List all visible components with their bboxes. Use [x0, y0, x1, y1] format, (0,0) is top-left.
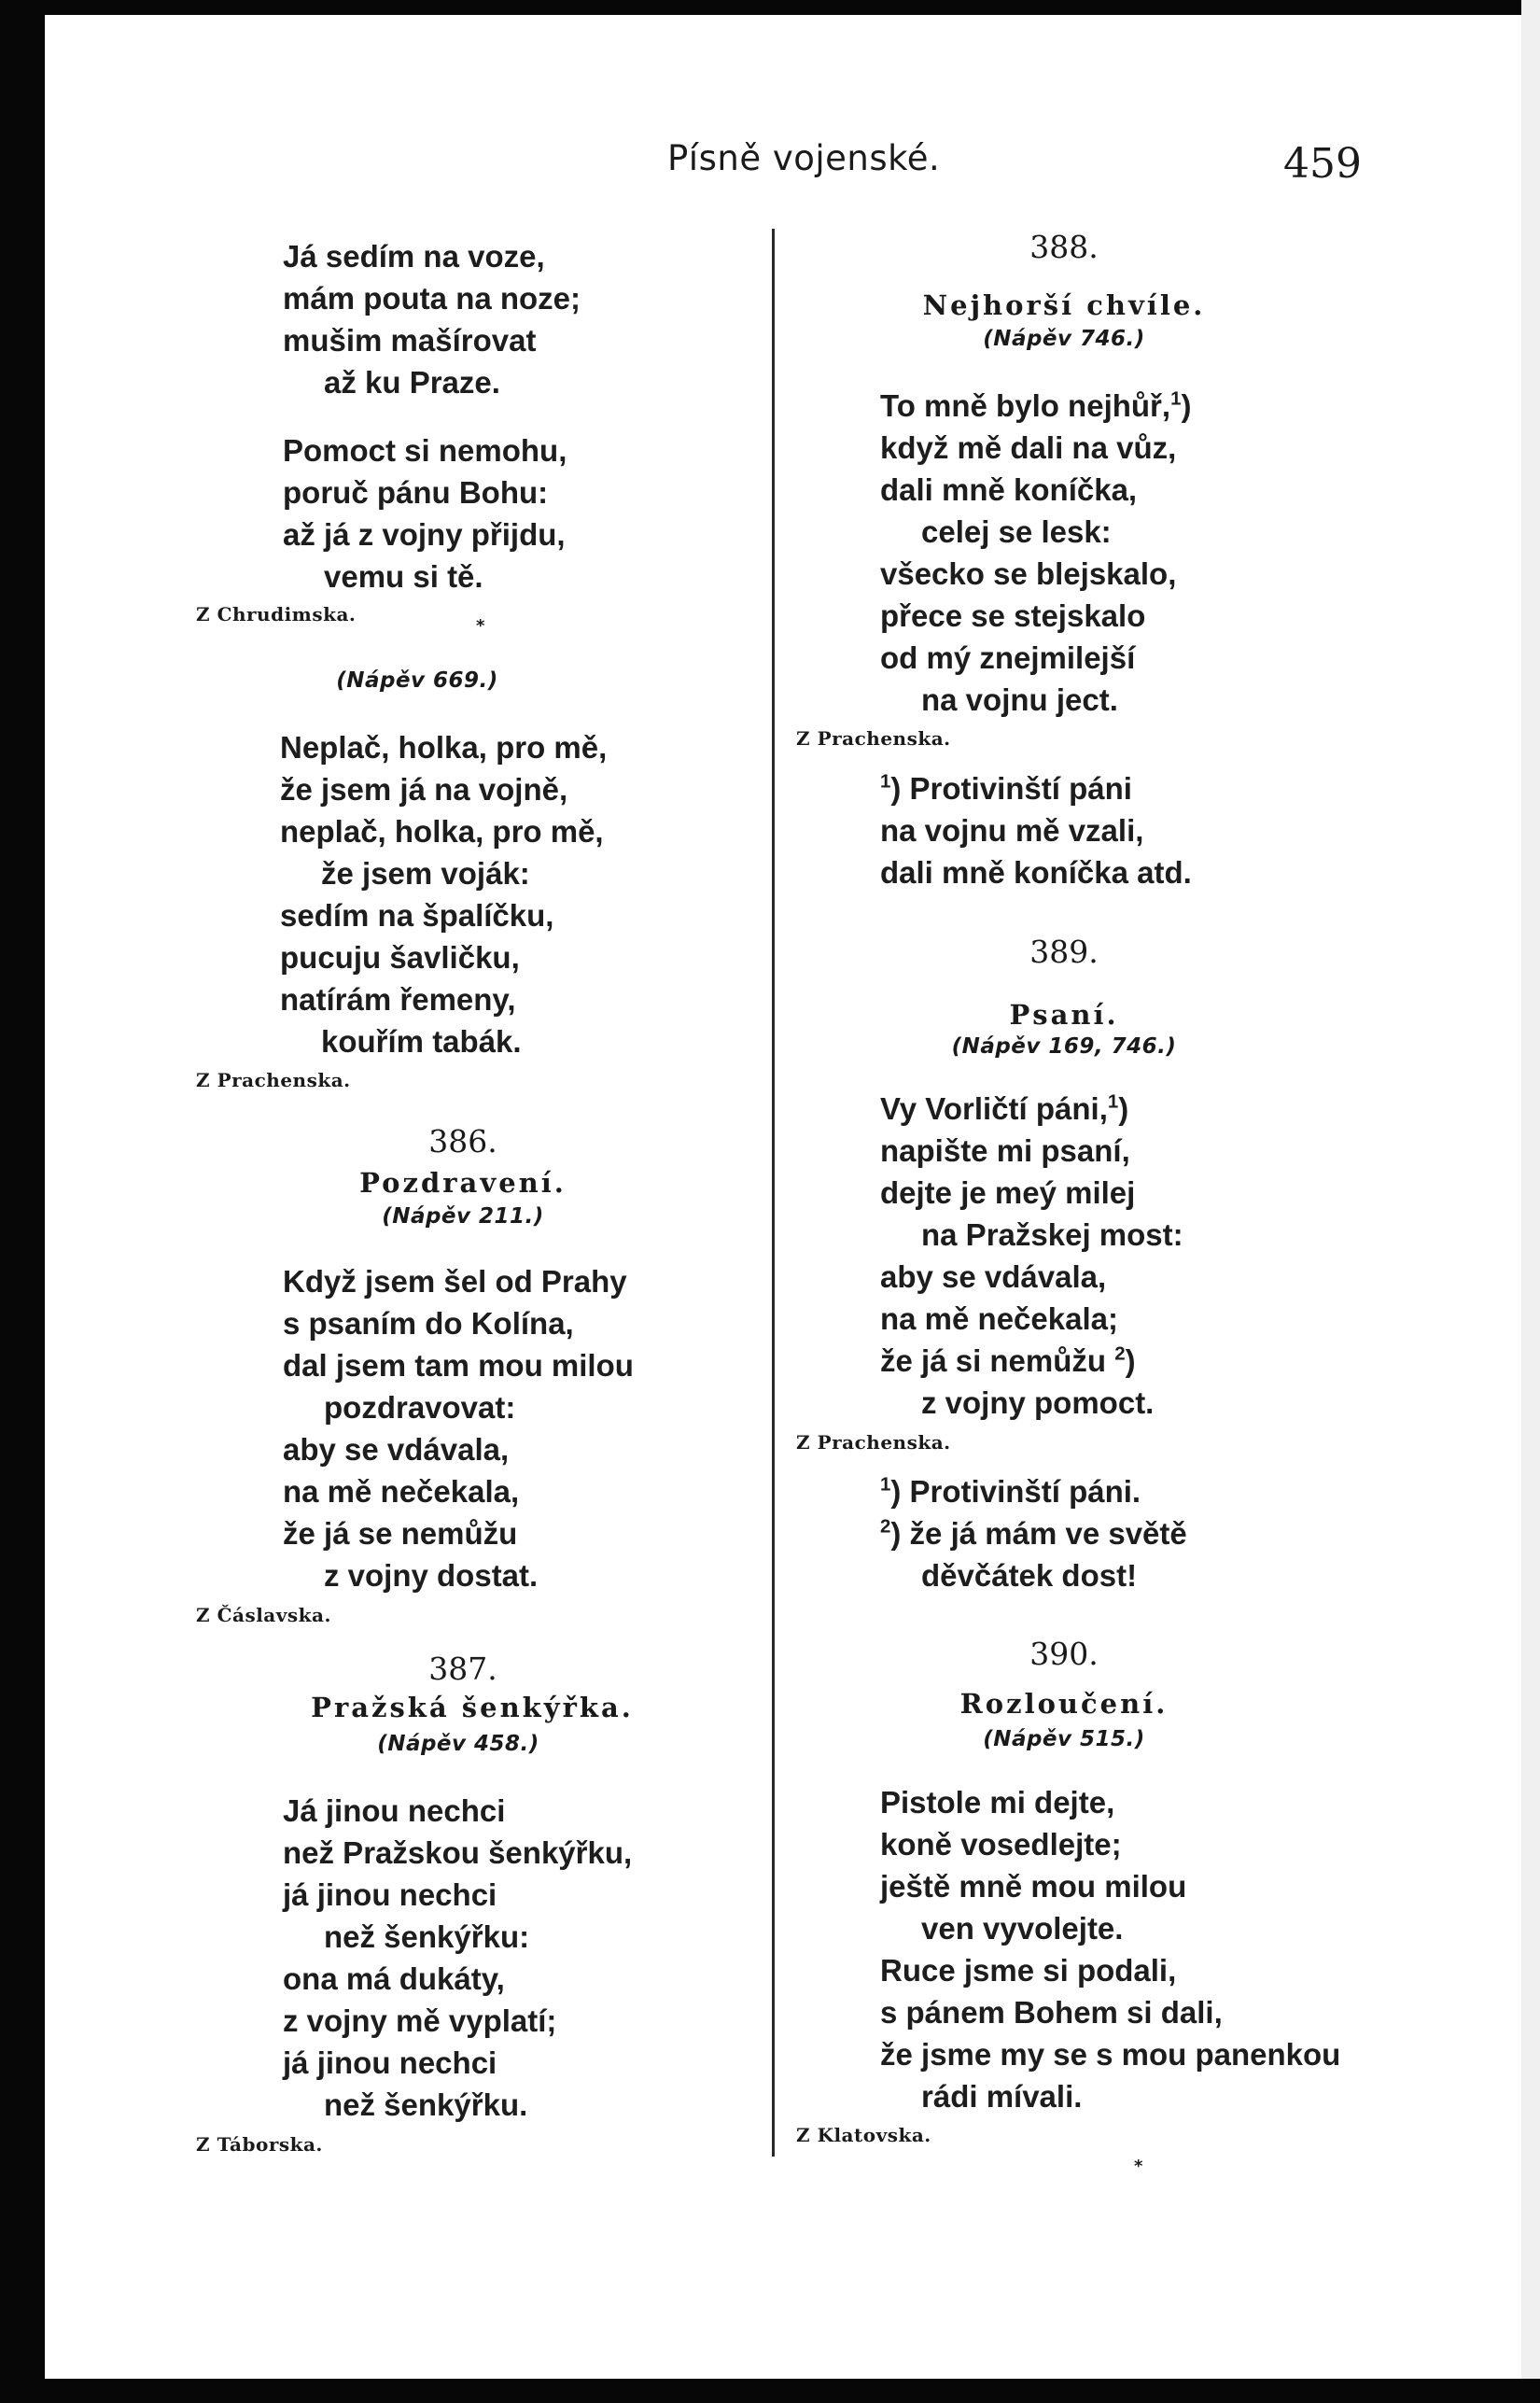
verse-line: Pomoct si nemohu,	[283, 433, 567, 468]
verse-line-text: že já si nemůžu	[880, 1343, 1107, 1378]
song-title: Nejhorší chvíle.	[922, 289, 1206, 321]
song-390-verse	[880, 1781, 1340, 2117]
verse-line: napište mi psaní,	[880, 1133, 1130, 1168]
verse-line: Když jsem šel od Prahy	[283, 1264, 627, 1299]
verse-line: ona má dukáty,	[283, 1961, 505, 1996]
tune-reference: (Nápěv 669.)	[336, 668, 498, 693]
verse-line: To mně bylo nejhůř,$^1$)	[880, 387, 1192, 423]
song-number: 390.	[1029, 1636, 1099, 1672]
footnote	[880, 767, 1192, 893]
verse-line: s pánem Bohem si dali,	[880, 1995, 1223, 2030]
verse-line: až já z vojny přijdu,	[283, 517, 566, 552]
verse-line: všecko se blejskalo,	[880, 556, 1177, 591]
song-1-stanza-2	[283, 429, 567, 597]
verse-line: že jsem voják:	[321, 856, 530, 891]
verse-line: ven vyvolejte.	[921, 1911, 1124, 1946]
footnote-line: dali mně koníčka atd.	[880, 855, 1192, 890]
song-title: Rozloučení.	[959, 1688, 1169, 1720]
verse-line: z vojny pomoct.	[921, 1385, 1155, 1420]
scan-border-right	[1521, 0, 1540, 2403]
verse-line: aby se vdávala,	[880, 1259, 1107, 1294]
verse-line: od mý znejmilejší	[880, 640, 1136, 675]
song-number: 386.	[428, 1123, 497, 1159]
verse-line: že jsme my se s mou panenkou	[880, 2037, 1341, 2072]
running-title: Písně vojenské.	[667, 138, 941, 178]
song-title: Pozdravení.	[359, 1167, 567, 1199]
footnote-marker: 1	[880, 770, 891, 793]
verse-line: že já si nemůžu $^2$)	[880, 1342, 1136, 1378]
page-number: 459	[1283, 140, 1362, 188]
verse-line: než šenkýřku:	[324, 1919, 530, 1954]
region-label: Z Klatovska.	[796, 2124, 931, 2146]
verse-line: Vy Vorličtí páni,$^1$)	[880, 1090, 1129, 1126]
verse-line: než šenkýřku.	[324, 2087, 528, 2122]
region-label: Z Táborska.	[196, 2133, 323, 2156]
verse-line: já jinou nechci	[283, 2045, 497, 2080]
verse-line: vemu si tě.	[324, 559, 483, 594]
verse-line: na vojnu ject.	[921, 682, 1118, 717]
footnote-marker: 2	[880, 1515, 891, 1538]
verse-line-text: Vy Vorličtí páni,	[880, 1091, 1108, 1126]
verse-line: že já se nemůžu	[283, 1516, 518, 1551]
verse-line: ještě mně mou milou	[880, 1869, 1187, 1904]
tune-reference: (Nápěv 515.)	[983, 1727, 1145, 1751]
verse-line: Ruce jsme si podali,	[880, 1953, 1177, 1988]
verse-line: dal jsem tam mou milou	[283, 1348, 634, 1383]
song-title: Psaní.	[1009, 999, 1119, 1031]
verse-line: z vojny dostat.	[324, 1558, 539, 1593]
footnote-line: $^1$) Protivinští páni.	[880, 1473, 1141, 1509]
verse-line: pucuju šavličku,	[280, 940, 520, 975]
song-number: 389.	[1029, 934, 1099, 970]
scan-border-bottom	[0, 2379, 1540, 2403]
tune-reference: (Nápěv 746.)	[983, 327, 1145, 351]
verse-line: na Pražskej most:	[921, 1217, 1183, 1252]
region-label: Z Prachenska.	[796, 727, 951, 750]
verse-line: rádi mívali.	[921, 2079, 1083, 2114]
song-387-verse	[283, 1790, 632, 2126]
footnote-text: Protivinští páni.	[909, 1474, 1141, 1509]
verse-line: sedím na špalíčku,	[280, 898, 554, 933]
verse-line: že jsem já na vojně,	[280, 772, 568, 807]
tune-reference: (Nápěv 169, 746.)	[951, 1034, 1177, 1059]
verse-line: když mě dali na vůz,	[880, 430, 1177, 465]
region-label: Z Prachenska.	[196, 1069, 351, 1091]
verse-line: koně vosedlejte;	[880, 1827, 1122, 1862]
verse-line: natírám řemeny,	[280, 982, 516, 1017]
song-number: 388.	[1029, 229, 1099, 265]
verse-line: Neplač, holka, pro mě,	[280, 730, 608, 765]
footnote-marker: 1	[1107, 1090, 1119, 1113]
verse-line: na mě nečekala,	[283, 1474, 520, 1509]
verse-line: dejte je meý milej	[880, 1175, 1136, 1210]
verse-line: z vojny mě vyplatí;	[283, 2003, 557, 2038]
verse-line: neplač, holka, pro mě,	[280, 814, 604, 849]
footnote-marker: 1	[880, 1473, 891, 1496]
song-388-verse	[880, 385, 1191, 721]
song-number: 387.	[428, 1651, 497, 1687]
footnote-marker: 2	[1114, 1342, 1126, 1365]
verse-line: aby se vdávala,	[283, 1432, 510, 1467]
tune-reference: (Nápěv 458.)	[377, 1732, 539, 1756]
verse-line: mám pouta na noze;	[283, 281, 581, 316]
verse-line: já jinou nechci	[283, 1877, 497, 1912]
verse-line-text: To mně bylo nejhůř,	[880, 388, 1171, 423]
verse-line: dali mně koníčka,	[880, 472, 1138, 507]
verse-line: s psaním do Kolína,	[283, 1306, 574, 1341]
verse-line: kouřím tabák.	[321, 1024, 522, 1059]
scan-border-left	[0, 0, 45, 2403]
verse-line: Já sedím na voze,	[283, 239, 545, 274]
separator-star: *	[476, 616, 485, 636]
verse-line: než Pražskou šenkýřku,	[283, 1835, 633, 1870]
verse-line: mušim mašírovat	[283, 323, 537, 358]
verse-line: Já jinou nechci	[283, 1793, 506, 1828]
song-386-verse	[283, 1260, 634, 1596]
verse-line: pozdravovat:	[324, 1390, 516, 1425]
song-2-verse	[280, 726, 607, 1062]
footnote-line: na vojnu mě vzali,	[880, 813, 1144, 848]
region-label: Z Prachenska.	[796, 1431, 951, 1454]
song-1-stanza-1	[283, 235, 581, 403]
verse-line: přece se stejskalo	[880, 598, 1146, 633]
region-label: Z Chrudimska.	[196, 603, 357, 625]
footnote-text: že já mám ve světě	[909, 1516, 1187, 1551]
footnote-text: Protivinští páni	[909, 771, 1132, 806]
verse-line: celej se lesk:	[921, 514, 1112, 549]
footnote-line: $^2$) že já mám ve světě	[880, 1515, 1187, 1551]
footnotes	[880, 1470, 1187, 1596]
verse-line: až ku Praze.	[324, 365, 500, 400]
verse-line: Pistole mi dejte,	[880, 1785, 1115, 1820]
song-title: Pražská šenkýřka.	[311, 1692, 634, 1723]
region-label: Z Čáslavska.	[196, 1604, 331, 1626]
separator-star: *	[1134, 2157, 1143, 2176]
footnote-line: děvčátek dost!	[921, 1558, 1138, 1593]
scan-border-top	[0, 0, 1540, 15]
column-divider	[772, 229, 775, 2157]
tune-reference: (Nápěv 211.)	[382, 1204, 544, 1229]
footnote-marker: 1	[1170, 387, 1182, 410]
footnote-line: $^1$) Protivinští páni	[880, 770, 1132, 806]
verse-line: na mě nečekala;	[880, 1301, 1118, 1336]
verse-line: poruč pánu Bohu:	[283, 475, 549, 510]
song-389-verse	[880, 1088, 1183, 1424]
